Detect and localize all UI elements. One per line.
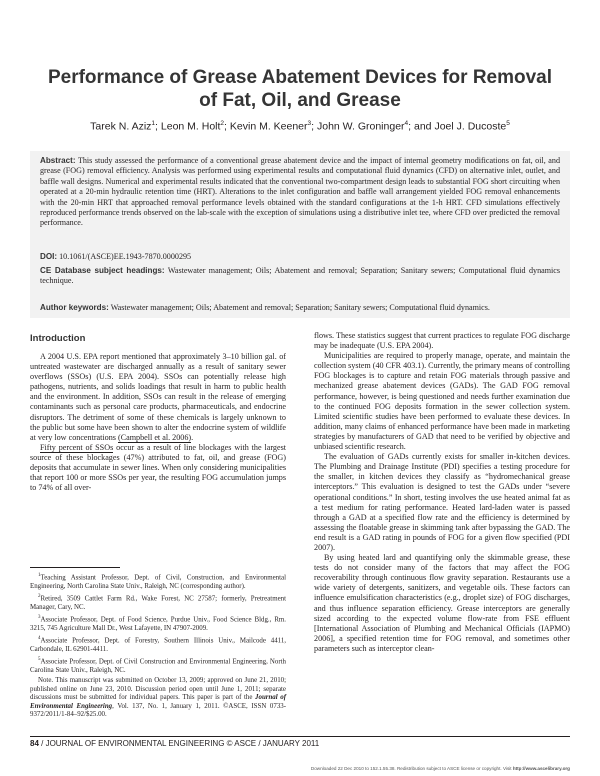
footnote-mark: 4 bbox=[38, 635, 41, 641]
footer-rule bbox=[30, 736, 570, 737]
page-footer bbox=[30, 739, 319, 748]
journal-footer-line: / JOURNAL OF ENVIRONMENTAL ENGINEERING © ASCE / JANUARY 2011 bbox=[38, 739, 320, 748]
footnote-mark: 3 bbox=[38, 614, 41, 620]
intro-text: A 2004 U.S. EPA report mentioned that approximately 3–10 billion gal. of untreated wastewater are discharged annually as a result of sanitary sewer overflows (SSOs) (U.S. EPA 2004). SSOs can potentially release high pathogens, nutrients, and solids loadings that result in harm to public health and the environment. In addition, SSOs can result in the release of emerging contaminants such as personal care products, pharmaceuticals, and endocrine disruptors. The detriment of some of these chemicals is largely unknown to the public but some have been shown to alter the endocrine system of wildlife at very low concentrations bbox=[30, 352, 286, 442]
intro-paragraph: The evaluation of GADs currently exists for smaller in-kitchen devices. The Plumbing and Drainage Institute (PDI) specifies a testing procedure for the smaller, in kitchen devices they classify as “hydromechanical grease interceptors.” This evaluation is designed to test the GADs under “severe operational conditions.” In short, testing involves the use heated animal fat as a test medium for rating performance. Heated lard-laden water is passed through a GAD at a specified flow rate and the efficiency is determined by assessing the floatable grease in skimming tank after bypassing the GAD. The end result is a GAD rating in pounds of FOG for a given flow specified (PDI 2007). bbox=[314, 452, 570, 552]
citation-link[interactable]: (Campbell et al. 2006) bbox=[118, 432, 192, 442]
intro-paragraph bbox=[30, 443, 286, 493]
note-text: , Vol. 137, No. 1, January 1, 2011. ©ASCE, ISSN 0733-9372/2011/1-84–92/$25.00. bbox=[30, 702, 287, 719]
intro-paragraph: flows. These statistics suggest that current practices to regulate FOG discharge may be inadequate (U.S. EPA 2004). bbox=[314, 331, 570, 351]
footnote-text: Associate Professor, Dept. of Forestry, Southern Illinois Univ., Mailcode 4411, Carbondale, IL 62901-4411. bbox=[30, 637, 286, 653]
footnote-text: Associate Professor, Dept. of Food Science, Purdue Univ., Food Science Bldg., Rm. 3215, 745 Agriculture Mall Dr., West Lafayette, IN 47907-2009. bbox=[30, 616, 286, 632]
doi-value: 10.1061/(ASCE)EE.1943-7870.0000295 bbox=[57, 252, 192, 261]
author-affil-mark: 4 bbox=[404, 120, 409, 127]
author-name: Joel J. Ducoste bbox=[434, 120, 507, 133]
author-affil-mark: 1 bbox=[151, 120, 156, 127]
author-separator: ; and bbox=[408, 120, 435, 133]
note-text: Note. This manuscript was submitted on October 13, 2009; approved on June 21, 2010; published online on June 23, 2010. Discussion period open until June 1, 2011; separate discussions must be submitted for individual papers. This paper is part of the bbox=[30, 676, 286, 702]
author-separator: ; bbox=[224, 120, 230, 133]
doi bbox=[40, 252, 560, 262]
intro-paragraph: Municipalities are required to properly manage, operate, and maintain the collection system (40 CFR 403.1). Currently, the primary means of controlling FOG blockages is to capture and retain FOG materials through passive and mechanized grease abatement devices (GADs). The GAD FOG removal performance, however, is being questioned and needs further examination due to the continued FOG deposits formation in the sewer collection system. Limited scientific studies have been performed to evaluate these devices. In addition, many claims of enhanced performance have been made in marketing strategies by manufacturers of GAD that need to be verified by objective and unbiased scientific research. bbox=[314, 351, 570, 452]
intro-paragraph: By using heated lard and quantifying only the skimmable grease, these tests do not consider many of the factors that may affect the FOG recoverability through continuous flow gravity separation. Restaurants use a wide variety of detergents, sanitizers, and vegetable oils. These factors can influence emulsification characteristics (e.g., droplet size) of FOG discharges, and thus influence separation efficiency. Grease interceptors are generally sized according to the expected volume flow-rate from FSE effluent [International Association of Plumbing and Mechanical Officials (IAPMO) 2006], a specified retention time for FOG removal, and sometimes other parameters such as interceptor clean- bbox=[314, 553, 570, 653]
intro-text: occur as a result of line blockages with the largest source of these blockages (47%) attributed to fat, oil, and grease (FOG) deposits that accumulate in sewer lines. When only considering municipalities that report 100 or more SSOs per year, the resulting FOG accumulation jumps to 74% of all over- bbox=[30, 442, 286, 493]
author-affil-mark: 3 bbox=[307, 120, 312, 127]
footnote-mark: 1 bbox=[38, 573, 41, 578]
author-affil-mark: 5 bbox=[506, 120, 510, 127]
intro-paragraph bbox=[30, 352, 286, 443]
download-text: Downloaded 22 Dec 2010 to 152.1.55.38. Redistribution subject to ASCE license or copyright. Visit bbox=[310, 766, 513, 771]
doi-label: DOI: bbox=[40, 252, 58, 261]
footnote bbox=[30, 593, 286, 612]
footnote bbox=[30, 656, 286, 675]
manuscript-note bbox=[30, 677, 286, 720]
ce-text: Wastewater management; Oils; Abatement and removal; Separation; Sanitary sewers; Computational fluid dynamics technique. bbox=[40, 266, 560, 286]
citation-link[interactable]: Fifty percent of SSOs bbox=[40, 442, 114, 452]
footnote-text: Associate Professor, Dept. of Civil Construction and Environmental Engineering, North Carolina State Univ., Raleigh, NC. bbox=[30, 658, 286, 674]
intro-text: . bbox=[191, 432, 194, 442]
journal-name: Journal of Environmental Engineering bbox=[30, 694, 286, 710]
section-heading-introduction: Introduction bbox=[30, 333, 86, 344]
author-affil-mark: 2 bbox=[220, 120, 225, 127]
ce-label: CE Database subject headings: bbox=[40, 266, 165, 275]
footnote-mark: 2 bbox=[38, 593, 41, 599]
author-separator: ; bbox=[155, 120, 161, 133]
keywords-text: Wastewater management; Oils; Abatement and removal; Separation; Sanitary sewers; Computational fluid dynamics. bbox=[108, 303, 490, 312]
abstract bbox=[40, 156, 560, 229]
abstract-text: This study assessed the performance of a conventional grease abatement device and the impact of internal geometry modifications on fat, oil, and grease (FOG) removal efficiency. Analysis was performed using experimental results and computational fluid dynamics (CFD) on alternative inlet, outlet, and baffle wall designs. Numerical and experimental results indicated that the conventional two-compartment design leads to substantial FOG short circuiting when operated at a 20-min hydraulic retention time (HRT). Alterations to the inlet configuration and baffle wall arrangement yielded FOG removal enhancements with the 20-min HRT that approached removal performance levels obtained with the standard configurations at the 1-h HRT. CFD simulations effectively reproduced performance trends observed on the lab-scale with the exception of simulations using a distributive inlet tee, where CFD over predicted the removal performance. bbox=[40, 156, 560, 228]
author-name: Leon M. Holt bbox=[160, 120, 221, 133]
author-keywords bbox=[40, 303, 560, 313]
footnote-text: Teaching Assistant Professor, Dept. of Civil, Construction, and Environmental Engineering, North Carolina State Univ., Raleigh, NC (corresponding author). bbox=[30, 574, 286, 590]
author-list bbox=[40, 117, 560, 134]
ce-subject-headings bbox=[40, 266, 560, 287]
download-notice bbox=[150, 766, 570, 771]
page-number: 84 bbox=[30, 739, 39, 748]
footnote-rule bbox=[30, 567, 120, 568]
author-separator: ; bbox=[311, 120, 317, 133]
paper-title: Performance of Grease Abatement Devices for Removal of Fat, Oil, and Grease bbox=[47, 67, 553, 111]
author-name: Kevin M. Keener bbox=[229, 120, 308, 133]
author-name: John W. Groninger bbox=[316, 120, 405, 133]
author-name: Tarek N. Aziz bbox=[90, 120, 152, 133]
right-column-body bbox=[314, 331, 570, 654]
footnote-mark: 5 bbox=[38, 656, 41, 662]
ascelibrary-link[interactable]: http://www.ascelibrary.org bbox=[512, 766, 570, 771]
footnote-text: Retired, 3509 Cattlet Farm Rd., Wake Forest, NC 27587; formerly, Pretreatment Manager, Cary, NC. bbox=[30, 595, 286, 611]
footnote bbox=[30, 572, 286, 591]
footnotes bbox=[30, 572, 286, 721]
abstract-label: Abstract: bbox=[40, 156, 76, 165]
footnote bbox=[30, 614, 286, 633]
footnote bbox=[30, 635, 286, 654]
left-column-body bbox=[30, 352, 286, 493]
keywords-label: Author keywords: bbox=[40, 303, 109, 312]
